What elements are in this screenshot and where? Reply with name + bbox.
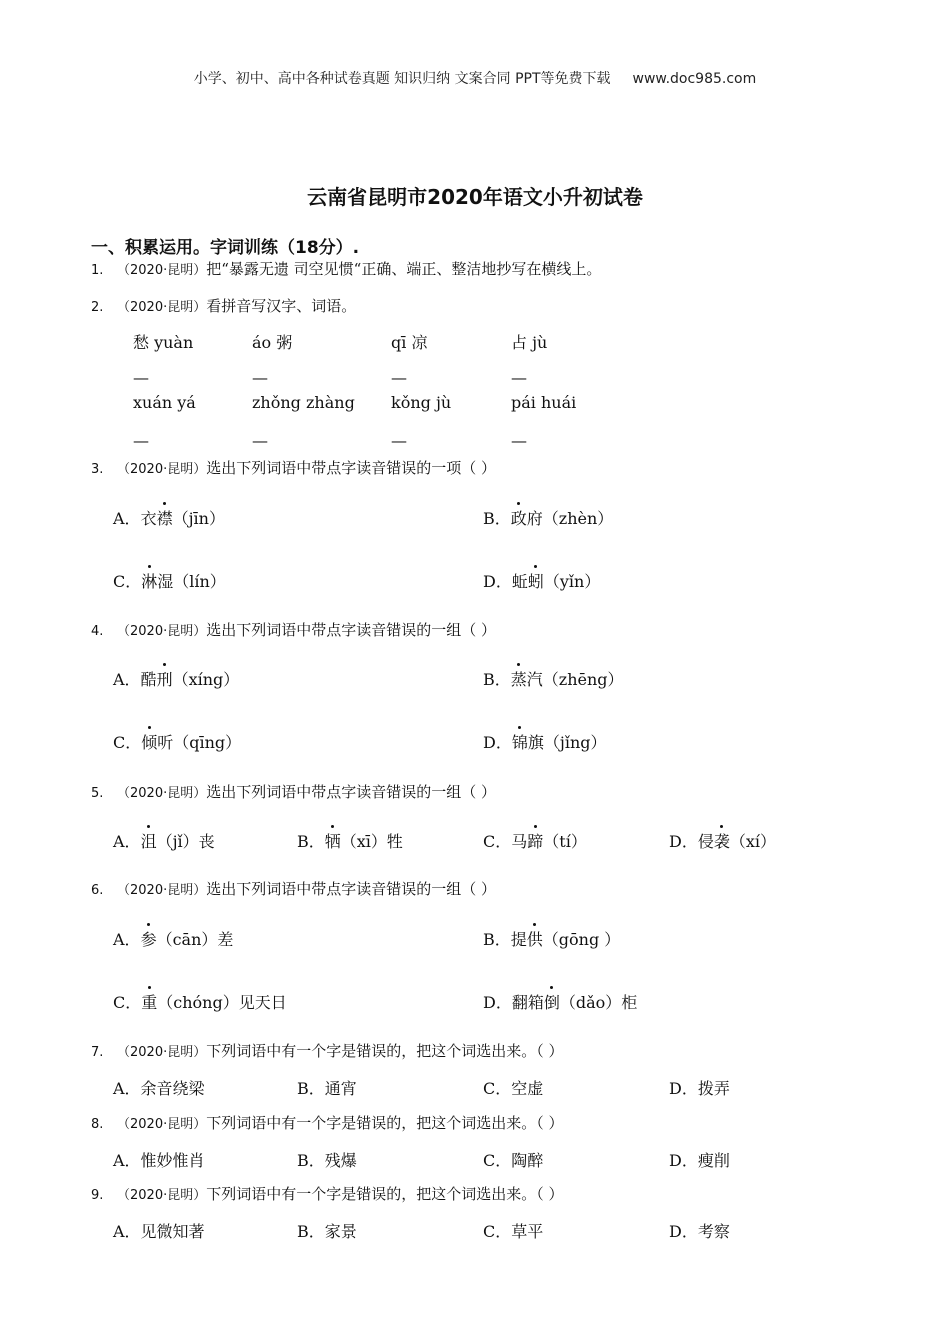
section-heading: 一、积累运用。字词训练（18分）.	[91, 238, 360, 258]
option-a[interactable]: A．惟妙惟肖	[113, 1151, 205, 1170]
answer-blank[interactable]: —	[511, 368, 527, 387]
dotted-char: 政	[511, 506, 527, 529]
dotted-char: 供	[527, 927, 543, 950]
dotted-char: 锦	[512, 730, 528, 753]
option-a[interactable]: A．酷刑（xíng）	[113, 667, 239, 690]
option-b[interactable]: B．政府（zhèn）	[483, 506, 613, 529]
question-7	[91, 1040, 564, 1061]
question-number: 6.	[91, 883, 104, 898]
question-source: （2020·昆明）	[117, 883, 207, 898]
question-source: （2020·昆明）	[117, 1117, 207, 1132]
option-c[interactable]: C．淋湿（lín）	[113, 569, 226, 592]
question-number: 2.	[91, 300, 104, 315]
question-source: （2020·昆明）	[117, 1188, 207, 1203]
option-d[interactable]: D．考察	[669, 1222, 730, 1241]
dotted-char: 淋	[141, 569, 157, 592]
question-1	[91, 258, 601, 279]
pinyin-item: xuán yá	[133, 393, 196, 412]
question-source: （2020·昆明）	[117, 1045, 207, 1060]
dotted-char: 沮	[141, 829, 157, 852]
question-text: 选出下列词语中带点字读音错误的一项（ ）	[206, 459, 496, 477]
answer-blank[interactable]: —	[252, 431, 268, 450]
option-b[interactable]: B．蒸汽（zhēng）	[483, 667, 624, 690]
header-site-link[interactable]: www.doc985.com	[632, 71, 757, 87]
question-number: 1.	[91, 263, 104, 278]
option-d[interactable]: D．拨弄	[669, 1079, 730, 1098]
answer-blank[interactable]: —	[133, 368, 149, 387]
dotted-char: 参	[141, 927, 157, 950]
header-text: 小学、初中、高中各种试卷真题 知识归纳 文案合同 PPT等免费下载	[193, 71, 611, 87]
question-source: （2020·昆明）	[117, 624, 207, 639]
answer-blank[interactable]: —	[252, 368, 268, 387]
question-8	[91, 1112, 564, 1133]
dotted-char: 袭	[714, 829, 730, 852]
option-c[interactable]: C．草平	[483, 1222, 544, 1241]
answer-blank[interactable]: —	[133, 431, 149, 450]
option-a[interactable]: A．见微知著	[113, 1222, 205, 1241]
question-text: 把“暴露无遗 司空见惯“正确、端正、整洁地抄写在横线上。	[206, 260, 602, 278]
question-number: 4.	[91, 624, 104, 639]
option-a[interactable]: A．参（cān）差	[113, 927, 233, 950]
question-source: （2020·昆明）	[117, 263, 207, 278]
question-source: （2020·昆明）	[117, 462, 207, 477]
pinyin-item: zhǒng zhàng	[252, 393, 355, 412]
option-c[interactable]: C．陶醉	[483, 1151, 544, 1170]
question-3	[91, 457, 496, 478]
question-text: 下列词语中有一个字是错误的，把这个词选出来。（ ）	[206, 1042, 564, 1060]
pinyin-item: qī 凉	[391, 333, 428, 352]
pinyin-item: pái huái	[511, 393, 577, 412]
dotted-char: 刑	[157, 667, 173, 690]
question-4	[91, 619, 496, 640]
option-b[interactable]: B．牺（xī）牲	[297, 829, 403, 852]
answer-blank[interactable]: —	[391, 431, 407, 450]
dotted-char: 倒	[544, 990, 560, 1013]
option-b[interactable]: B．提供（gōng ）	[483, 927, 620, 950]
question-number: 7.	[91, 1045, 104, 1060]
option-d[interactable]: D．翻箱倒（dǎo）柜	[483, 990, 637, 1013]
option-a[interactable]: A．余音绕梁	[113, 1079, 205, 1098]
question-text: 看拼音写汉字、词语。	[206, 297, 357, 315]
question-6	[91, 878, 496, 899]
option-d[interactable]: D．瘦削	[669, 1151, 730, 1170]
pinyin-item: 占 jù	[511, 333, 548, 352]
question-text: 下列词语中有一个字是错误的，把这个词选出来。（ ）	[206, 1185, 564, 1203]
dotted-char: 牺	[325, 829, 341, 852]
page-header	[0, 68, 950, 88]
dotted-char: 襟	[157, 506, 173, 529]
option-a[interactable]: A．沮（jǐ）丧	[113, 829, 215, 852]
dotted-char: 倾	[141, 730, 157, 753]
pinyin-item: áo 粥	[252, 333, 293, 352]
option-c[interactable]: C．空虚	[483, 1079, 544, 1098]
pinyin-item: kǒng jù	[391, 393, 452, 412]
dotted-char: 重	[141, 990, 157, 1013]
question-9	[91, 1183, 564, 1204]
option-d[interactable]: D．蚯蚓（yǐn）	[483, 569, 600, 592]
question-text: 选出下列词语中带点字读音错误的一组（ ）	[206, 783, 496, 801]
option-b[interactable]: B．残爆	[297, 1151, 357, 1170]
option-b[interactable]: B．通宵	[297, 1079, 357, 1098]
question-text: 下列词语中有一个字是错误的，把这个词选出来。（ ）	[206, 1114, 564, 1132]
answer-blank[interactable]: —	[391, 368, 407, 387]
option-d[interactable]: D．锦旗（jǐng）	[483, 730, 607, 753]
option-c[interactable]: C．倾听（qīng）	[113, 730, 241, 753]
pinyin-item: 愁 yuàn	[133, 333, 194, 352]
option-d[interactable]: D．侵袭（xí）	[669, 829, 776, 852]
question-source: （2020·昆明）	[117, 786, 207, 801]
question-number: 8.	[91, 1117, 104, 1132]
question-source: （2020·昆明）	[117, 300, 207, 315]
option-a[interactable]: A．衣襟（jīn）	[113, 506, 225, 529]
dotted-char: 蚓	[528, 569, 544, 592]
dotted-char: 蒸	[511, 667, 527, 690]
question-text: 选出下列词语中带点字读音错误的一组（ ）	[206, 621, 496, 639]
paper-title: 云南省昆明市2020年语文小升初试卷	[307, 185, 643, 209]
question-number: 5.	[91, 786, 104, 801]
answer-blank[interactable]: —	[511, 431, 527, 450]
option-c[interactable]: C．马蹄（tí）	[483, 829, 587, 852]
question-5	[91, 781, 496, 802]
question-number: 9.	[91, 1188, 104, 1203]
option-b[interactable]: B．家景	[297, 1222, 357, 1241]
dotted-char: 蹄	[527, 829, 543, 852]
question-2	[91, 295, 356, 316]
option-c[interactable]: C．重（chóng）见天日	[113, 990, 287, 1013]
question-number: 3.	[91, 462, 104, 477]
question-text: 选出下列词语中带点字读音错误的一组（ ）	[206, 880, 496, 898]
